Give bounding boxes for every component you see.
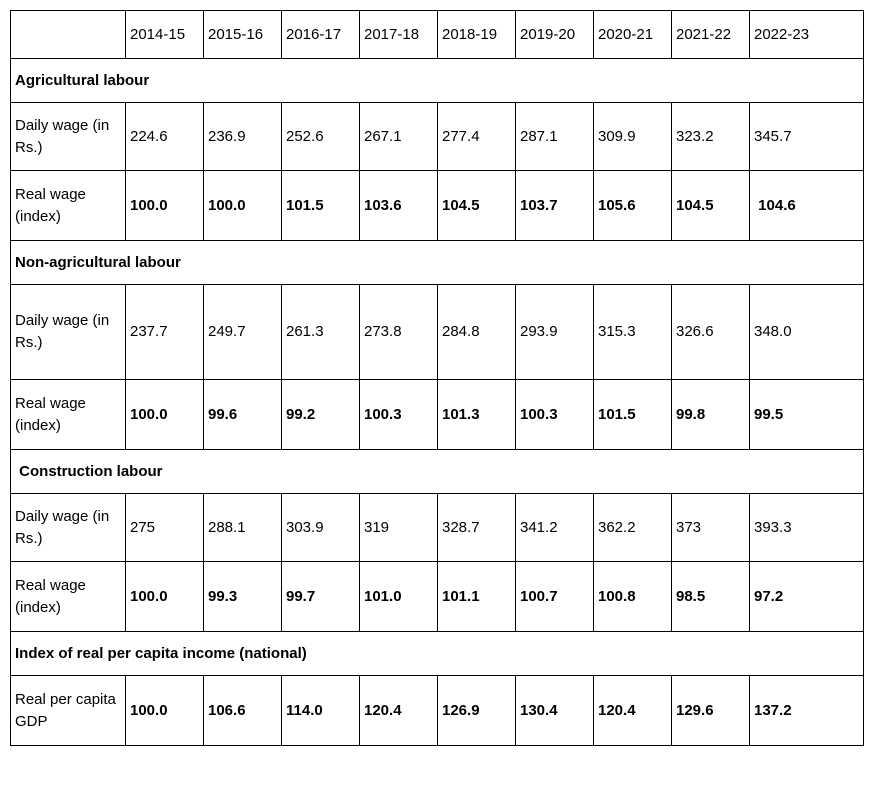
data-cell: 328.7: [438, 494, 516, 562]
data-cell: 345.7: [750, 103, 864, 171]
data-cell: 98.5: [672, 562, 750, 632]
year-header-cell: 2017-18: [360, 11, 438, 59]
data-cell: 101.5: [282, 171, 360, 241]
data-cell: 326.6: [672, 285, 750, 380]
data-cell: 101.3: [438, 380, 516, 450]
table-row: [11, 285, 864, 380]
year-header-cell: 2022-23: [750, 11, 864, 59]
corner-cell: [11, 11, 126, 59]
data-cell: 100.8: [594, 562, 672, 632]
data-cell: 261.3: [282, 285, 360, 380]
data-cell: 137.2: [750, 676, 864, 746]
year-header-cell: 2015-16: [204, 11, 282, 59]
data-cell: 303.9: [282, 494, 360, 562]
data-cell: 249.7: [204, 285, 282, 380]
data-cell: 120.4: [360, 676, 438, 746]
data-cell: 315.3: [594, 285, 672, 380]
data-cell: 277.4: [438, 103, 516, 171]
data-cell: 130.4: [516, 676, 594, 746]
data-cell: 120.4: [594, 676, 672, 746]
section-row-non-agricultural: [11, 241, 864, 285]
table-row: [11, 171, 864, 241]
data-cell: 100.3: [360, 380, 438, 450]
row-label: Real wage (index): [11, 562, 126, 632]
data-cell: 100.0: [126, 171, 204, 241]
table-row: [11, 562, 864, 632]
data-cell: 348.0: [750, 285, 864, 380]
data-cell: 287.1: [516, 103, 594, 171]
year-header-cell: 2018-19: [438, 11, 516, 59]
data-cell: 362.2: [594, 494, 672, 562]
data-cell: 288.1: [204, 494, 282, 562]
data-cell: 237.7: [126, 285, 204, 380]
row-label: Real wage (index): [11, 380, 126, 450]
data-cell: 267.1: [360, 103, 438, 171]
data-cell: 101.1: [438, 562, 516, 632]
data-cell: 100.7: [516, 562, 594, 632]
table-header-row: [11, 11, 864, 59]
data-cell: 309.9: [594, 103, 672, 171]
data-cell: 99.8: [672, 380, 750, 450]
wage-index-table: [10, 10, 864, 746]
data-cell: 99.6: [204, 380, 282, 450]
section-row-construction: [11, 450, 864, 494]
section-row-agricultural: [11, 59, 864, 103]
data-cell: 101.0: [360, 562, 438, 632]
data-cell: 100.3: [516, 380, 594, 450]
section-title: Index of real per capita income (national): [11, 632, 864, 676]
year-header-cell: 2016-17: [282, 11, 360, 59]
data-cell: 103.6: [360, 171, 438, 241]
data-cell: 236.9: [204, 103, 282, 171]
data-cell: 341.2: [516, 494, 594, 562]
table-row: [11, 676, 864, 746]
row-label: Real per capita GDP: [11, 676, 126, 746]
data-cell: 99.3: [204, 562, 282, 632]
section-row-per-capita-income: [11, 632, 864, 676]
row-label: Daily wage (in Rs.): [11, 494, 126, 562]
data-cell: 284.8: [438, 285, 516, 380]
data-cell: 293.9: [516, 285, 594, 380]
section-title: Construction labour: [11, 450, 864, 494]
data-cell: 99.2: [282, 380, 360, 450]
data-cell: 100.0: [126, 562, 204, 632]
year-header-cell: 2014-15: [126, 11, 204, 59]
data-cell: 104.5: [672, 171, 750, 241]
year-header-cell: 2019-20: [516, 11, 594, 59]
data-cell: 323.2: [672, 103, 750, 171]
data-cell: 275: [126, 494, 204, 562]
table-row: [11, 103, 864, 171]
data-cell: 103.7: [516, 171, 594, 241]
data-cell: 104.6: [750, 171, 864, 241]
data-cell: 100.0: [204, 171, 282, 241]
section-title: Agricultural labour: [11, 59, 864, 103]
table-row: [11, 380, 864, 450]
data-cell: 100.0: [126, 676, 204, 746]
table-row: [11, 494, 864, 562]
row-label: Daily wage (in Rs.): [11, 103, 126, 171]
data-cell: 99.5: [750, 380, 864, 450]
data-cell: 126.9: [438, 676, 516, 746]
data-cell: 114.0: [282, 676, 360, 746]
data-cell: 105.6: [594, 171, 672, 241]
data-cell: 101.5: [594, 380, 672, 450]
row-label: Daily wage (in Rs.): [11, 285, 126, 380]
data-cell: 104.5: [438, 171, 516, 241]
data-cell: 97.2: [750, 562, 864, 632]
data-cell: 393.3: [750, 494, 864, 562]
data-cell: 273.8: [360, 285, 438, 380]
year-header-cell: 2021-22: [672, 11, 750, 59]
data-cell: 129.6: [672, 676, 750, 746]
data-cell: 319: [360, 494, 438, 562]
row-label: Real wage (index): [11, 171, 126, 241]
data-cell: 224.6: [126, 103, 204, 171]
data-cell: 100.0: [126, 380, 204, 450]
data-cell: 252.6: [282, 103, 360, 171]
data-cell: 106.6: [204, 676, 282, 746]
data-cell: 373: [672, 494, 750, 562]
data-cell: 99.7: [282, 562, 360, 632]
year-header-cell: 2020-21: [594, 11, 672, 59]
section-title: Non-agricultural labour: [11, 241, 864, 285]
